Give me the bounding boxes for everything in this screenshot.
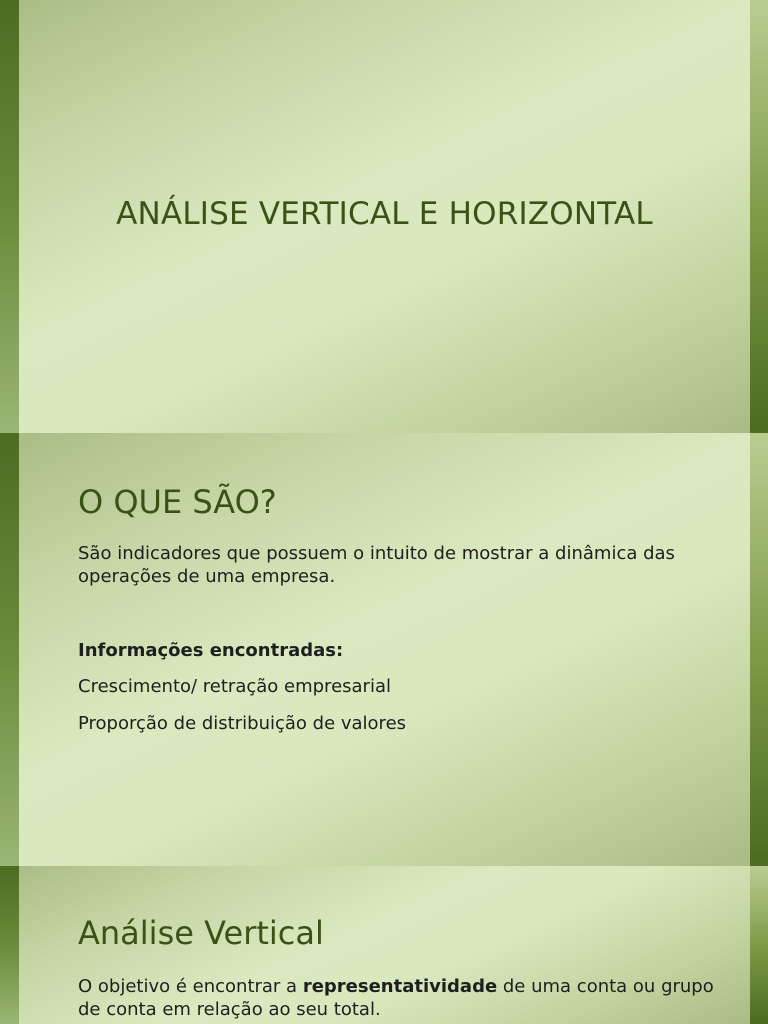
definition-paragraph: São indicadores que possuem o intuito de mostrar a dinâmica das operações de uma empresa. bbox=[78, 543, 675, 587]
objective-paragraph bbox=[78, 975, 718, 1021]
right-accent-bar bbox=[750, 433, 768, 866]
objective-text-end: de uma conta ou grupo de conta em relação ao seu total. bbox=[78, 976, 714, 1020]
left-accent-bar bbox=[0, 433, 19, 866]
objective-text-start: O objetivo é encontrar a bbox=[78, 976, 303, 997]
slide-1 bbox=[0, 0, 768, 433]
slide-2 bbox=[0, 433, 768, 866]
slide-heading: Análise Vertical bbox=[78, 914, 324, 952]
objective-emphasis: representatividade bbox=[302, 976, 498, 997]
info-item-growth: Crescimento/ retração empresarial bbox=[78, 676, 391, 697]
right-accent-bar bbox=[750, 866, 768, 1024]
left-accent-bar bbox=[0, 866, 19, 1024]
slide-title: ANÁLISE VERTICAL E HORIZONTAL bbox=[116, 196, 653, 232]
slide-3 bbox=[0, 866, 768, 1024]
info-item-distribution: Proporção de distribuição de valores bbox=[78, 713, 407, 734]
left-accent-bar bbox=[0, 0, 19, 433]
right-accent-bar bbox=[750, 0, 768, 433]
info-label: Informações encontradas: bbox=[78, 640, 344, 661]
slide-heading: O QUE SÃO? bbox=[78, 483, 277, 521]
